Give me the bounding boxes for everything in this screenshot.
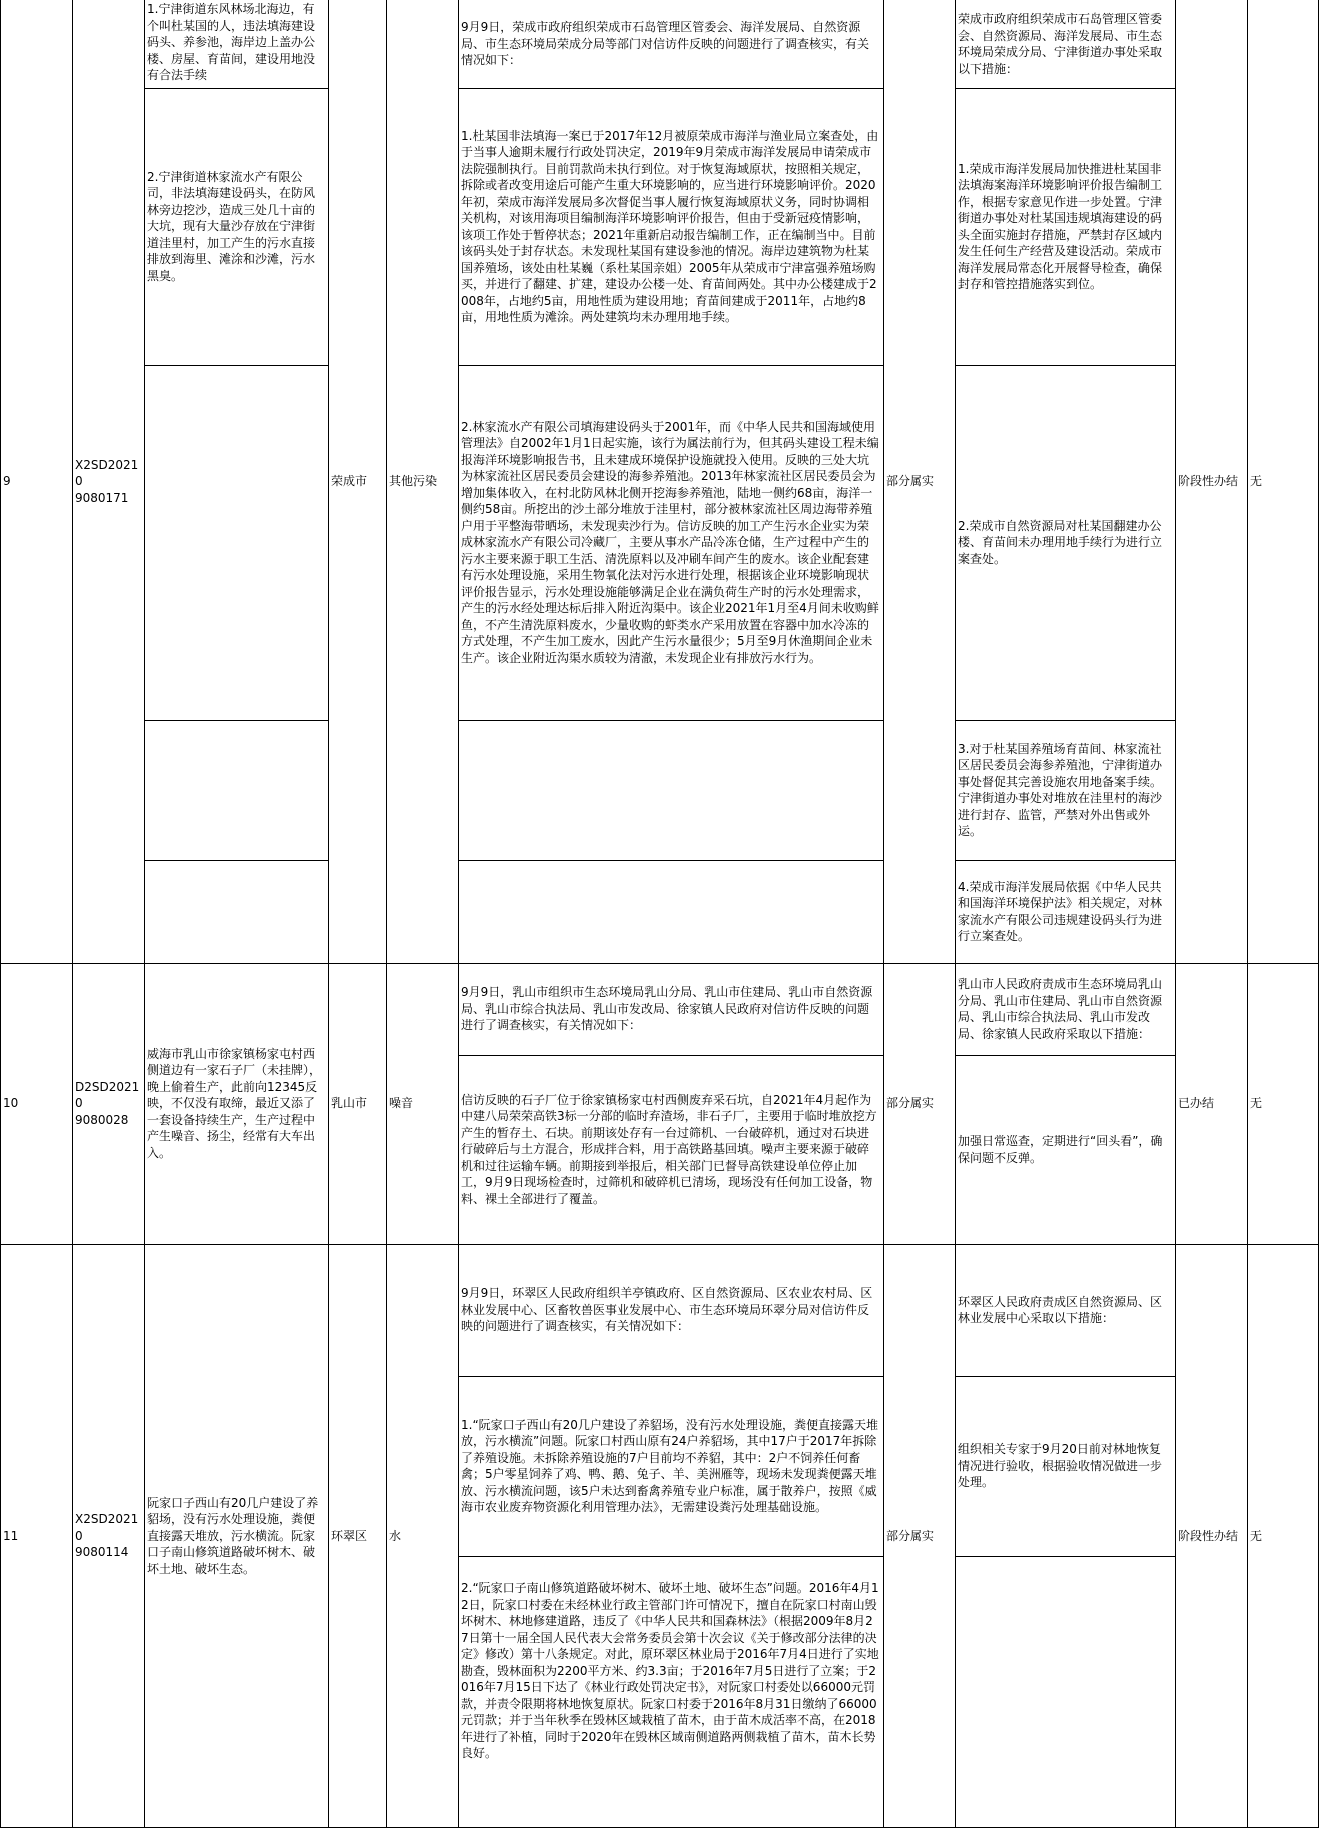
petition-code: X2SD20210 9080114 <box>75 1512 139 1560</box>
investigation-finding: 2.林家流水产有限公司填海建设码头于2001年，而《中华人民共和国海域使用管理法》自2002年1月1日起实施，该行为属法前行为，但其码头建设工程未编报海洋环境影响报告书，且未建成环境保护设施就投入使用。反映的三处大坑为林家流社区居民委员会建设的海参养殖池。2013年林家流社区居民委员会为增加集体收入，在村北防风林北侧开挖海参养殖池，陆地一侧约68亩，海洋一侧约58亩。所挖出的沙土部分堆放于洼里村，部分被林家流社区周边海带养殖户用于平整海带晒场，未发现卖沙行为。信访反映的加工产生污水企业实为荣成林家流水产有限公司冷藏厂，主要从事水产品冷冻仓储，生产过程中产生的污水主要来源于职工生活、清洗原料以及冲刷车间产生的废水。该企业配套建有污水处理设施，采用生物氧化法对污水进行处理，根据该企业环境影响现状评价报告显示，污水处理设施能够满足企业在满负荷生产时的污水处理需求，产生的污水经处理达标后排入附近沟渠中。该企业2021年1月至4月间未收购鲜鱼，不产生清洗原料废水，少量收购的虾类水产采用放置在容器中加水冷冻的方式处理，不产生加工废水，因此产生污水量很少；5月至9月休渔期间企业未生产。该企业附近沟渠水质较为清澈，未发现企业有排放污水行为。 <box>461 419 879 665</box>
grid-line <box>955 1556 1175 1557</box>
grid-line <box>955 1055 1175 1056</box>
pollution-type: 水 <box>389 1528 402 1543</box>
grid-line <box>458 365 883 366</box>
row-number: 9 <box>3 474 11 489</box>
grid-line <box>955 365 1175 366</box>
measure-item: 1.荣成市海洋发展局加快推进杜某国非法填海案海洋环境影响评价报告编制工作，根据专家意见作进一步处置。宁津街道办事处对杜某国违规填海建设的码头全面实施封存措施，严禁封存区域内发生任何生产经营及建设活动。荣成市海洋发展局常态化开展督导检查，确保封存和管控措施落实到位。 <box>958 161 1163 291</box>
grid-line <box>955 720 1175 721</box>
accountability: 无 <box>1250 1096 1263 1111</box>
grid-line <box>883 0 884 1828</box>
accountability: 无 <box>1250 474 1263 489</box>
handling-status: 阶段性办结 <box>1178 1528 1239 1543</box>
row-number: 10 <box>3 1096 19 1111</box>
handling-status: 已办结 <box>1178 1096 1215 1111</box>
grid-line <box>955 0 956 1828</box>
complaint-text: 威海市乳山市徐家镇杨家屯村西侧道边有一家石子厂（未挂牌），晚上偷着生产，此前向12345反映，不仅没有取缔，最近又添了一套设备持续生产，生产过程中产生噪音、扬尘，经常有大车出入。 <box>147 1046 322 1160</box>
investigation-finding: 2.“阮家口子南山修筑道路破坏树木、破坏土地、破坏生态”问题。2016年4月12日，阮家口村委在未经林业行政主管部门许可情况下，擅自在阮家口村南山毁坏树木、林地修建道路，违反了《中华人民共和国森林法》（根据2009年8月27日第十一届全国人民代表大会常务委员会第十次会议《关于修改部分法律的决定》修改）第十八条规定。对此，原环翠区林业局于2016年7月4日进行了实地勘查，毁林面积为2200平方米、约3.3亩；于2016年7月5日进行了立案；于2016年7月15日下达了《林业行政处罚决定书》，对阮家口村委处以66000元罚款，并责令限期将林地恢复原状。阮家口村委于2016年8月31日缴纳了66000元罚款；并于当年秋季在毁林区域栽植了苗木，由于苗木成活率不高，在2018年进行了补植，同时于2020年在毁林区域南侧道路两侧栽植了苗木，苗木长势良好。 <box>461 1581 879 1760</box>
region: 环翠区 <box>331 1528 368 1543</box>
accountability: 无 <box>1250 1528 1263 1543</box>
verdict: 部分属实 <box>886 474 935 489</box>
handling-status: 阶段性办结 <box>1178 474 1239 489</box>
investigation-finding: 1.“阮家口子西山有20几户建设了养貂场，没有污水处理设施，粪便直接露天堆放，污水横流”问题。阮家口村西山原有24户养貂场，其中17户于2017年拆除了养殖设施。未拆除养殖设施的7户目前均不养貂，其中：2户不饲养任何畜禽；5户零星饲养了鸡、鸭、鹅、兔子、羊、美洲雁等，现场未发现粪便露天堆放、污水横流问题，该5户未达到畜禽养殖专业户标准，属于散养户，按照《威海市农业废弃物资源化利用管理办法》，无需建设粪污处理基础设施。 <box>461 1417 878 1514</box>
grid-line <box>955 88 1175 89</box>
investigation-intro: 9月9日，乳山市组织市生态环境局乳山分局、乳山市住建局、乳山市自然资源局、乳山市综合执法局、乳山市发改局、徐家镇人民政府对信访件反映的问题进行了调查核实，有关情况如下： <box>461 985 873 1033</box>
grid-line <box>1175 0 1176 1828</box>
grid-line <box>72 0 73 1828</box>
pollution-type: 其他污染 <box>389 474 438 489</box>
measure-item: 组织相关专家于9月20日前对林地恢复情况进行验收，根据验收情况做进一步处理。 <box>958 1442 1163 1490</box>
grid-line <box>0 963 1319 964</box>
grid-line <box>458 1055 883 1056</box>
verdict: 部分属实 <box>886 1528 935 1543</box>
measure-item: 3.对于杜某国养殖场育苗间、林家流社区居民委员会海参养殖池，宁津街道办事处督促其完善设施农用地备案手续。宁津街道办事处对堆放在洼里村的海沙进行封存、监管，严禁对外出售或外运。 <box>958 741 1163 838</box>
measure-intro: 环翠区人民政府责成区自然资源局、区林业发展中心采取以下措施： <box>958 1294 1163 1325</box>
grid-line <box>386 0 387 1828</box>
grid-line <box>458 0 459 1828</box>
verdict: 部分属实 <box>886 1096 935 1111</box>
measure-intro: 荣成市政府组织荣成市石岛管理区管委会、自然资源局、海洋发展局、市生态环境局荣成分局、宁津街道办事处采取以下措施： <box>958 12 1163 76</box>
grid-line <box>0 0 1 1828</box>
grid-line <box>1247 0 1248 1828</box>
grid-line <box>458 860 883 861</box>
grid-line <box>144 720 328 721</box>
grid-line <box>955 860 1175 861</box>
pollution-type: 噪音 <box>389 1096 414 1111</box>
grid-line <box>328 0 329 1828</box>
petition-code: D2SD20210 9080028 <box>75 1079 140 1127</box>
measure-item: 加强日常巡查，定期进行“回头看”，确保问题不反弹。 <box>958 1134 1163 1165</box>
grid-line <box>144 88 328 89</box>
investigation-finding: 1.杜某国非法填海一案已于2017年12月被原荣成市海洋与渔业局立案查处，由于当事人逾期未履行行政处罚决定，2019年9月荣成市海洋发展局申请荣成市法院强制执行。目前罚款尚未执行到位。对于恢复海域原状，按照相关规定，拆除或者改变用途后可能产生重大环境影响的，应当进行环境影响评价。2020年初，荣成市海洋发展局多次督促当事人履行恢复海域原状义务，同时协调相关机构，对该用海项目编制海洋环境影响评价报告，但由于受新冠疫情影响，该项工作处于暂停状态；2021年重新启动报告编制工作，正在编制当中。目前该码头处于封存状态。未发现杜某国有建设参池的情况。海岸边建筑物为杜某国养殖场，该处由杜某巍（系杜某国亲姐）2005年从荣成市宁津富强养殖场购买，并进行了翻建、扩建，建设办公楼一处、育苗间两处。其中办公楼建成于2008年，占地约5亩，用地性质为建设用地；育苗间建成于2011年，占地约8亩，用地性质为滩涂。两处建筑均未办理用地手续。 <box>461 128 879 324</box>
measure-intro: 乳山市人民政府责成市生态环境局乳山分局、乳山市住建局、乳山市自然资源局、乳山市综合执法局、乳山市发改局、徐家镇人民政府采取以下措施： <box>958 977 1163 1041</box>
region: 荣成市 <box>331 474 368 489</box>
grid-line <box>458 1376 883 1377</box>
investigation-intro: 9月9日，环翠区人民政府组织羊亭镇政府、区自然资源局、区农业农村局、区林业发展中心、区畜牧兽医事业发展中心、市生态环境局环翠分局对信访件反映的问题进行了调查核实，有关情况如下： <box>461 1286 873 1334</box>
complaint-text: 阮家口子西山有20几户建设了养貂场，没有污水处理设施，粪便直接露天堆放，污水横流。阮家口子南山修筑道路破坏树木、破坏土地、破坏生态。 <box>147 1495 319 1576</box>
grid-line <box>144 0 145 1828</box>
grid-line <box>0 1244 1319 1245</box>
grid-line <box>458 88 883 89</box>
investigation-finding: 信访反映的石子厂位于徐家镇杨家屯村西侧废弃采石坑，自2021年4月起作为中建八局荣荣高铁3标一分部的临时弃渣场，非石子厂，主要用于临时堆放挖方产生的暂存土、石块。前期该处存有一台过筛机、一台破碎机，通过对石块进行破碎后与土方混合，形成拌合料，用于高铁路基回填。噪声主要来源于破碎机和过往运输车辆。前期接到举报后，相关部门已督导高铁建设单位停止加工，9月9日现场检查时，过筛机和破碎机已清场，现场没有任何加工设备，物料、裸土全部进行了覆盖。 <box>461 1092 877 1206</box>
petition-code: X2SD20210 9080171 <box>75 457 139 505</box>
measure-item: 4.荣成市海洋发展局依据《中华人民共和国海洋环境保护法》相关规定，对林家流水产有限公司违规建设码头行为进行立案查处。 <box>958 879 1163 943</box>
investigation-intro: 9月9日，荣成市政府组织荣成市石岛管理区管委会、海洋发展局、自然资源局、市生态环境局荣成分局等部门对信访件反映的问题进行了调查核实，有关情况如下： <box>461 20 870 68</box>
grid-line <box>144 860 328 861</box>
grid-line <box>458 1556 883 1557</box>
complaint-text: 2.宁津街道林家流水产有限公司，非法填海建设码头，在防风林旁边挖沙，造成三处几十亩的大坑，现有大量沙存放在宁津街道洼里村，加工产生的污水直接排放到海里、滩涂和沙滩，污水黑臭。 <box>147 169 316 283</box>
measure-item: 2.荣成市自然资源局对杜某国翻建办公楼、育苗间未办理用地手续行为进行立案查处。 <box>958 518 1163 566</box>
region: 乳山市 <box>331 1096 368 1111</box>
grid-line <box>955 1376 1175 1377</box>
grid-line <box>458 720 883 721</box>
grid-line <box>144 365 328 366</box>
row-number: 11 <box>3 1528 19 1543</box>
complaint-text: 1.宁津街道东风林场北海边，有个叫杜某国的人，违法填海建设码头、养参池，海岸边上盖办公楼、房屋、育苗间，建设用地没有合法手续 <box>147 2 316 82</box>
